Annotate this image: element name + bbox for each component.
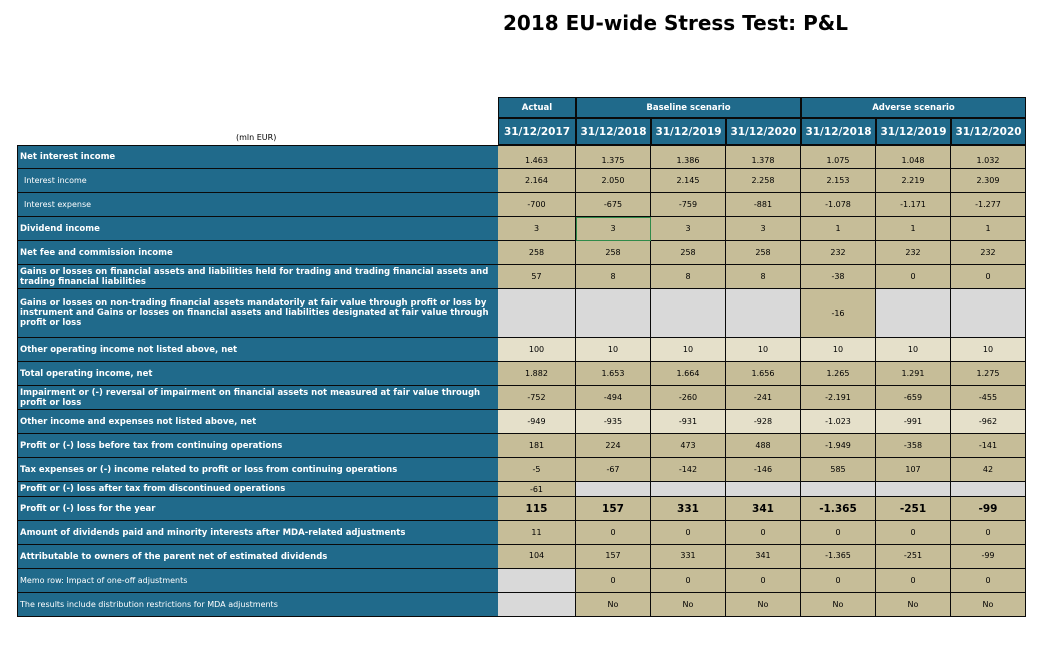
value-cell[interactable]: 0 (801, 569, 876, 593)
value-cell[interactable]: 473 (651, 434, 726, 458)
value-cell[interactable] (576, 289, 651, 338)
row-label[interactable]: Total operating income, net (17, 362, 498, 386)
header-date[interactable]: 31/12/2018 (576, 118, 651, 145)
value-cell[interactable]: -1.023 (801, 410, 876, 434)
value-cell[interactable]: 1.378 (726, 145, 801, 169)
value-cell[interactable]: 331 (651, 545, 726, 569)
value-cell[interactable] (498, 289, 576, 338)
value-cell[interactable]: 100 (498, 338, 576, 362)
value-cell[interactable]: -931 (651, 410, 726, 434)
value-cell[interactable]: 0 (951, 569, 1026, 593)
value-cell[interactable]: 488 (726, 434, 801, 458)
row-label[interactable]: Interest expense (17, 193, 498, 217)
value-cell[interactable]: 1.275 (951, 362, 1026, 386)
value-cell[interactable]: -358 (876, 434, 951, 458)
value-cell[interactable]: 341 (726, 545, 801, 569)
header-date[interactable]: 31/12/2019 (876, 118, 951, 145)
value-cell[interactable]: No (951, 593, 1026, 617)
value-cell[interactable]: 1.882 (498, 362, 576, 386)
value-cell[interactable]: 0 (876, 521, 951, 545)
value-cell[interactable]: 341 (726, 497, 801, 521)
value-cell[interactable]: 11 (498, 521, 576, 545)
value-cell[interactable]: -881 (726, 193, 801, 217)
value-cell[interactable] (951, 482, 1026, 497)
value-cell[interactable]: 232 (801, 241, 876, 265)
value-cell[interactable]: -141 (951, 434, 1026, 458)
value-cell[interactable]: -251 (876, 497, 951, 521)
value-cell[interactable]: 104 (498, 545, 576, 569)
value-cell[interactable]: -61 (498, 482, 576, 497)
value-cell[interactable]: 2.219 (876, 169, 951, 193)
value-cell[interactable]: -38 (801, 265, 876, 289)
value-cell[interactable]: 2.164 (498, 169, 576, 193)
header-baseline-scenario[interactable]: Baseline scenario (576, 97, 801, 118)
value-cell[interactable]: 10 (876, 338, 951, 362)
row-label[interactable]: Amount of dividends paid and minority interests after MDA-related adjustments (17, 521, 498, 545)
row-label[interactable]: Profit or (-) loss before tax from continuing operations (17, 434, 498, 458)
value-cell[interactable]: 3 (726, 217, 801, 241)
value-cell[interactable] (498, 593, 576, 617)
value-cell[interactable]: 0 (726, 569, 801, 593)
value-cell[interactable]: No (801, 593, 876, 617)
value-cell[interactable]: 0 (876, 265, 951, 289)
value-cell[interactable]: 157 (576, 545, 651, 569)
value-cell[interactable]: -67 (576, 458, 651, 482)
value-cell[interactable]: 0 (651, 569, 726, 593)
value-cell[interactable]: 42 (951, 458, 1026, 482)
value-cell[interactable]: -752 (498, 386, 576, 410)
value-cell[interactable]: -99 (951, 545, 1026, 569)
row-label[interactable]: Dividend income (17, 217, 498, 241)
value-cell[interactable] (876, 482, 951, 497)
value-cell[interactable]: -251 (876, 545, 951, 569)
value-cell[interactable]: -2.191 (801, 386, 876, 410)
value-cell[interactable]: -142 (651, 458, 726, 482)
value-cell[interactable]: -935 (576, 410, 651, 434)
value-cell[interactable]: No (876, 593, 951, 617)
value-cell[interactable]: 1.664 (651, 362, 726, 386)
row-label[interactable]: The results include distribution restrictions for MDA adjustments (17, 593, 498, 617)
value-cell[interactable]: 331 (651, 497, 726, 521)
value-cell[interactable]: -659 (876, 386, 951, 410)
value-cell[interactable]: 1.032 (951, 145, 1026, 169)
value-cell[interactable]: -241 (726, 386, 801, 410)
value-cell[interactable]: -962 (951, 410, 1026, 434)
value-cell[interactable]: No (651, 593, 726, 617)
header-adverse-scenario[interactable]: Adverse scenario (801, 97, 1026, 118)
value-cell[interactable]: 2.050 (576, 169, 651, 193)
row-label[interactable]: Gains or losses on non-trading financial assets mandatorily at fair value through profit or loss by instrument and Gains or losses on financial assets and liabilities designated at fair value through profit or loss (17, 289, 498, 338)
value-cell[interactable]: 258 (498, 241, 576, 265)
value-cell[interactable]: No (576, 593, 651, 617)
value-cell[interactable]: -700 (498, 193, 576, 217)
value-cell[interactable]: 10 (651, 338, 726, 362)
value-cell[interactable]: 1.375 (576, 145, 651, 169)
header-actual[interactable]: Actual (498, 97, 576, 118)
value-cell[interactable]: 0 (576, 521, 651, 545)
value-cell[interactable]: 10 (576, 338, 651, 362)
value-cell[interactable]: 1.653 (576, 362, 651, 386)
row-label[interactable]: Other income and expenses not listed above, net (17, 410, 498, 434)
value-cell[interactable]: 258 (651, 241, 726, 265)
value-cell[interactable]: 3 (498, 217, 576, 241)
header-date[interactable]: 31/12/2020 (726, 118, 801, 145)
value-cell[interactable]: 1 (876, 217, 951, 241)
value-cell[interactable] (726, 289, 801, 338)
value-cell[interactable]: 8 (726, 265, 801, 289)
value-cell[interactable]: -1.171 (876, 193, 951, 217)
header-date[interactable]: 31/12/2018 (801, 118, 876, 145)
value-cell[interactable]: 115 (498, 497, 576, 521)
value-cell[interactable]: 8 (576, 265, 651, 289)
value-cell[interactable] (951, 289, 1026, 338)
value-cell[interactable]: 8 (651, 265, 726, 289)
value-cell[interactable]: -675 (576, 193, 651, 217)
row-label[interactable]: Tax expenses or (-) income related to profit or loss from continuing operations (17, 458, 498, 482)
value-cell[interactable]: -949 (498, 410, 576, 434)
value-cell[interactable]: -1.365 (801, 497, 876, 521)
value-cell[interactable]: -759 (651, 193, 726, 217)
value-cell[interactable]: 585 (801, 458, 876, 482)
value-cell[interactable]: 3 (651, 217, 726, 241)
value-cell[interactable]: 0 (951, 521, 1026, 545)
row-label[interactable]: Interest income (17, 169, 498, 193)
value-cell[interactable]: -494 (576, 386, 651, 410)
value-cell[interactable]: 258 (576, 241, 651, 265)
value-cell[interactable]: 0 (576, 569, 651, 593)
value-cell[interactable]: 3 (576, 217, 651, 241)
value-cell[interactable]: 1.075 (801, 145, 876, 169)
value-cell[interactable]: -260 (651, 386, 726, 410)
value-cell[interactable]: 0 (651, 521, 726, 545)
value-cell[interactable]: 224 (576, 434, 651, 458)
value-cell[interactable]: 232 (876, 241, 951, 265)
value-cell[interactable]: 1.265 (801, 362, 876, 386)
value-cell[interactable] (651, 289, 726, 338)
value-cell[interactable] (576, 482, 651, 497)
value-cell[interactable]: -146 (726, 458, 801, 482)
value-cell[interactable]: 0 (951, 265, 1026, 289)
value-cell[interactable]: -99 (951, 497, 1026, 521)
value-cell[interactable]: -1.078 (801, 193, 876, 217)
unit-label: (mln EUR) (236, 133, 277, 142)
value-cell[interactable]: 2.309 (951, 169, 1026, 193)
value-cell[interactable]: 0 (801, 521, 876, 545)
value-cell[interactable]: -928 (726, 410, 801, 434)
value-cell[interactable]: 107 (876, 458, 951, 482)
value-cell[interactable]: 157 (576, 497, 651, 521)
value-cell[interactable]: -991 (876, 410, 951, 434)
value-cell[interactable] (876, 289, 951, 338)
value-cell[interactable]: 2.153 (801, 169, 876, 193)
value-cell[interactable]: 1.048 (876, 145, 951, 169)
value-cell[interactable]: 57 (498, 265, 576, 289)
value-cell[interactable]: -5 (498, 458, 576, 482)
value-cell[interactable] (651, 482, 726, 497)
value-cell[interactable]: 10 (726, 338, 801, 362)
value-cell[interactable]: 181 (498, 434, 576, 458)
value-cell[interactable]: -16 (801, 289, 876, 338)
value-cell[interactable]: 1 (801, 217, 876, 241)
value-cell[interactable]: No (726, 593, 801, 617)
value-cell[interactable]: 10 (951, 338, 1026, 362)
value-cell[interactable]: 2.145 (651, 169, 726, 193)
value-cell[interactable]: 0 (876, 569, 951, 593)
row-label[interactable]: Attributable to owners of the parent net of estimated dividends (17, 545, 498, 569)
row-label[interactable]: Impairment or (-) reversal of impairment on financial assets not measured at fair value through profit or loss (17, 386, 498, 410)
value-cell[interactable]: -1.365 (801, 545, 876, 569)
value-cell[interactable]: 10 (801, 338, 876, 362)
value-cell[interactable] (726, 482, 801, 497)
value-cell[interactable]: -455 (951, 386, 1026, 410)
header-date[interactable]: 31/12/2019 (651, 118, 726, 145)
header-date[interactable]: 31/12/2017 (498, 118, 576, 145)
value-cell[interactable]: 2.258 (726, 169, 801, 193)
row-label[interactable]: Net interest income (17, 145, 498, 169)
row-label[interactable]: Profit or (-) loss for the year (17, 497, 498, 521)
value-cell[interactable]: 258 (726, 241, 801, 265)
value-cell[interactable]: 1.463 (498, 145, 576, 169)
row-label[interactable]: Profit or (-) loss after tax from discontinued operations (17, 482, 498, 497)
value-cell[interactable]: 232 (951, 241, 1026, 265)
row-label[interactable]: Gains or losses on financial assets and liabilities held for trading and trading financial assets and trading financial liabilities (17, 265, 498, 289)
value-cell[interactable]: -1.277 (951, 193, 1026, 217)
row-label[interactable]: Other operating income not listed above, net (17, 338, 498, 362)
value-cell[interactable]: -1.949 (801, 434, 876, 458)
row-label[interactable]: Net fee and commission income (17, 241, 498, 265)
value-cell[interactable]: 1.291 (876, 362, 951, 386)
value-cell[interactable] (801, 482, 876, 497)
value-cell[interactable]: 1 (951, 217, 1026, 241)
value-cell[interactable]: 0 (726, 521, 801, 545)
page-title: 2018 EU-wide Stress Test: P&L (503, 11, 848, 35)
value-cell[interactable]: 1.386 (651, 145, 726, 169)
row-label[interactable]: Memo row: Impact of one-off adjustments (17, 569, 498, 593)
header-date[interactable]: 31/12/2020 (951, 118, 1026, 145)
value-cell[interactable]: 1.656 (726, 362, 801, 386)
value-cell[interactable] (498, 569, 576, 593)
